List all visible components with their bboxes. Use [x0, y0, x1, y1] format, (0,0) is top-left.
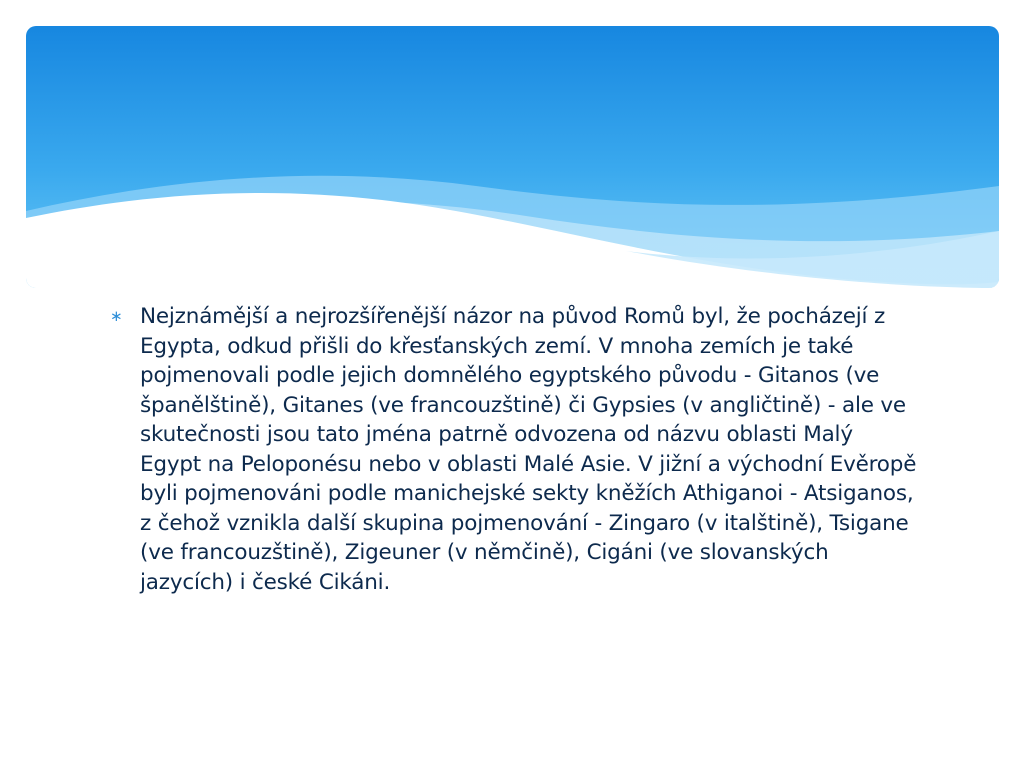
wave-decoration [26, 26, 999, 288]
header-wave-band [26, 26, 999, 288]
content-area [108, 302, 918, 597]
bullet-paragraph [108, 302, 918, 597]
paragraph-text: Nejznámější a nejrozšířenější názor na původ Romů byl, že pocházejí z Egypta, odkud přišli do křesťanských zemí. V mnoha zemích je také pojmenovali podle jejich domnělého egyptského původu - Gitanos (ve španělštině), Gitanes (ve francouzštině) či Gypsies (v angličtině) - ale ve skutečnosti jsou tato jména patrně odvozena od názvu oblasti Malý Egypt na Peloponésu nebo v oblasti Malé Asie. V jižní a východní Evěropě byli pojmenováni podle manichejské sekty kněžích Athiganoi - Atsiganos, z čehož vznikla další skupina pojmenování - Zingaro (v italštině), Tsigane (ve francouzštině), Zigeuner (v němčině), Cigáni (ve slovanských jazycích) i české Cikáni. [140, 304, 917, 595]
asterisk-bullet-icon: ∗ [110, 307, 123, 325]
